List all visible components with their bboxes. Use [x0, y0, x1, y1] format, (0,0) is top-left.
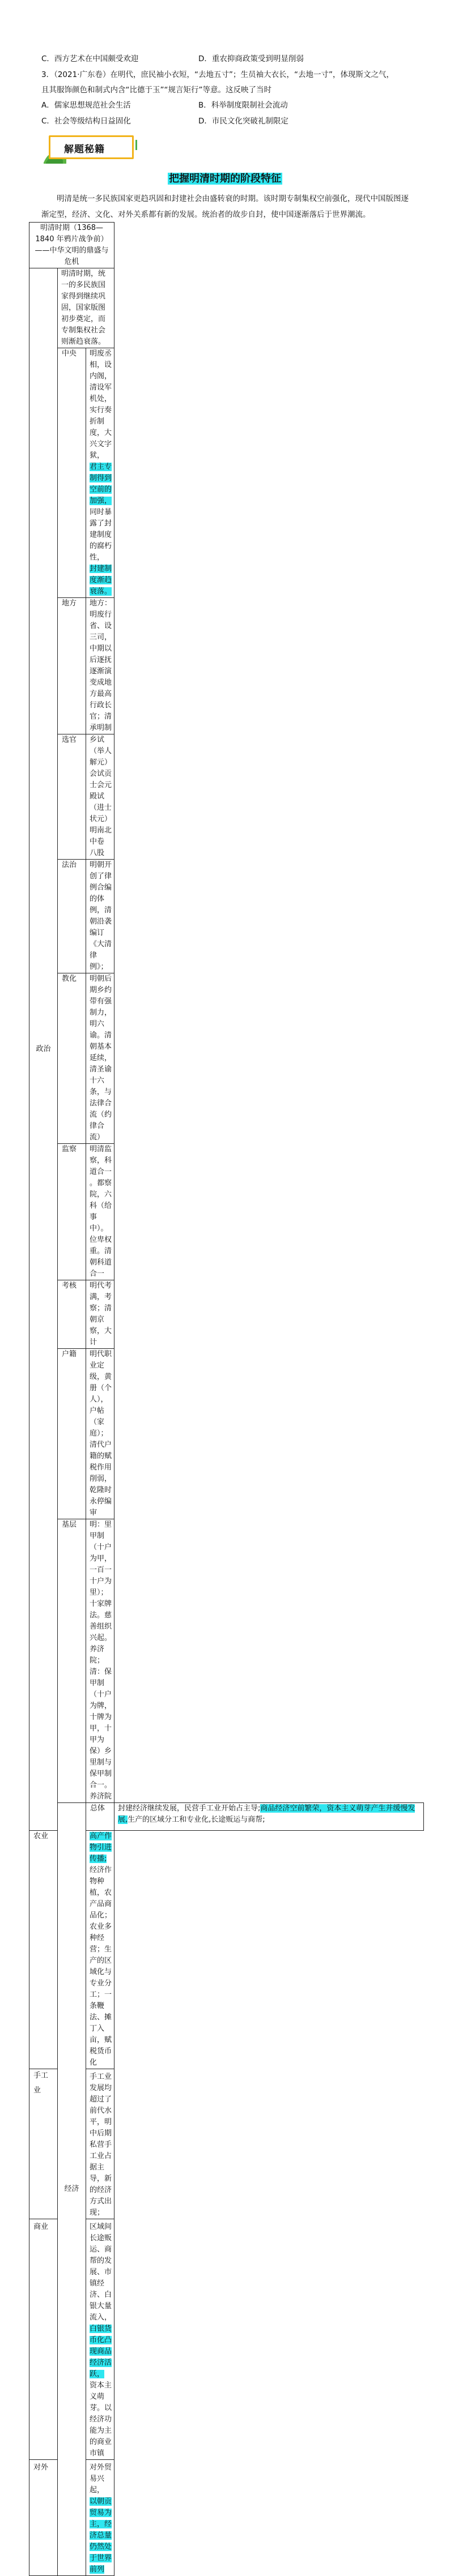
jiceng-ming: 明：里甲制（十户为甲，一百一十户为里）；十家牌法。慈善组织兴起。养济院；: [90, 1520, 112, 1665]
summary-table: [29, 222, 424, 2576]
row-label-shangye: 商业: [29, 2219, 58, 2460]
row-content-xuanguan: 乡试（举人 解元）会试贡士会元殿试（进士状元）明南北中卷 八股: [86, 734, 114, 860]
zongti-text-1: 封建经济继续发展，民营手工业开始占主导;: [118, 1804, 261, 1813]
row-content-huji: 明代职业定级，黄册（个人），户帖（家庭）；清代户籍的赋税作用削弱，乾隆时永停编审: [86, 1349, 114, 1519]
row-label-jiancha: 监察: [58, 1144, 86, 1280]
row-label-duiwai: 对外: [29, 2460, 58, 2576]
row-label-shougongye: [29, 2069, 58, 2219]
row-label-jiceng: 基层: [58, 1519, 86, 1803]
category-politics: 政治: [29, 268, 58, 1831]
row-label-kaohe: 考核: [58, 1280, 86, 1349]
row-content-zhongyang: [86, 348, 114, 598]
duiwai-text: 对外贸易兴起，: [90, 2463, 112, 2494]
category-economy: 经济: [58, 1803, 86, 2576]
intro-paragraph: 明清是统一多民族国家更趋巩固和封建社会由盛转衰的时期。该时期专制集权空前强化，现代中国版图逐渐定型，经济、文化、对外关系都有新的发展。统治者的故步自封，使中国逐渐落后于世界潮流。: [41, 194, 409, 219]
question-3-stem-line2: 且其服饰颜色和制式内含“比德于玉”“规言矩行”等意。这反映了当时: [41, 86, 271, 95]
jiceng-qing: 清：保甲制（十户为牌，十牌为甲，十甲为保）乡里制与保甲制合一。养济院: [90, 1668, 112, 1801]
row-content-jiancha: 明清监察，科道合一 。都察院，六科（给事中）。位卑权重。清朝科道合一: [86, 1144, 114, 1280]
row-label-xuanguan: 选官: [58, 734, 86, 860]
table-header: 明清时期（1368—1840 年鸦片战争前）——中华文明的鼎盛与危机: [29, 223, 114, 268]
duiwai-highlight: 以朝贡贸易为主，经济总量仍然处于世界前列: [90, 2497, 112, 2574]
row-label-nongye: 农业: [29, 1831, 58, 2069]
nongye-highlight: 高产作物引进传播;: [90, 1832, 112, 1863]
row-content-fazhi: 明朝开创了律例合编的体例，清朝沿袭编订《大清律例》；: [86, 860, 114, 973]
question-3-option-a: A．儒家思想规范社会生活: [41, 101, 131, 110]
question-3-option-d: D．市民文化突破礼制限定: [198, 117, 288, 126]
row-label-difang: 地方: [58, 598, 86, 734]
section-title-text: 把握明清时期的阶段特征: [169, 173, 281, 185]
section-title: [0, 170, 450, 185]
zongti-text-2: 生产的区域分工和专业化,长途贩运与商帮;: [128, 1815, 265, 1824]
row-label-zhongyang: 中央: [58, 348, 86, 598]
row-content-shangye: [86, 2219, 114, 2460]
nongye-text: 经济作物种植，农产品商品化；农业多种经营；生产的区域化与专业分工；一条鞭法、摊丁入亩，赋税货币化: [90, 1866, 112, 2067]
row-content-zongti: [114, 1803, 424, 1831]
option-c-prev: C．西方艺术在中国颇受欢迎: [41, 54, 139, 63]
row-content-shougongye: 手工业发展均超过了前代水平，明中后期私营手工业占据主导，新的经济方式出现；: [86, 2069, 114, 2219]
shangye-text-1: 区域间长途贩运、商帮的发展、市镇经济、白银大量流入，: [90, 2223, 112, 2322]
row-content-duiwai: [86, 2460, 114, 2576]
row-label-huji: 户籍: [58, 1349, 86, 1519]
row-content-jiceng: [86, 1519, 114, 1803]
row-content-jiaohua: 明朝后期乡约带有强制力，明六谕。清朝基本延续，清圣谕十六条，与法律合流（约律合流）: [86, 973, 114, 1144]
zhongyang-highlight-2: 封建制度渐趋衰落。: [90, 565, 112, 596]
zongti-highlight: 商品经济空前繁荣，资本主义萌芽产生并缓慢发展,: [118, 1804, 415, 1824]
row-content-nongye: [86, 1831, 114, 2069]
tips-banner: [44, 134, 139, 163]
shougongye-label-line2: 业: [33, 2086, 41, 2095]
question-3-option-c: C．社会等级结构日益固化: [41, 117, 131, 126]
row-content-kaohe: 明代考满，考察；清朝京察，大计: [86, 1280, 114, 1349]
question-3-option-b: B．科举制度限制社会流动: [198, 101, 288, 110]
row-label-jiaohua: 教化: [58, 973, 86, 1144]
option-d-prev: D．重农抑商政策受到明显削弱: [198, 54, 304, 63]
zhongyang-text-1: 明废丞相，设内阁，清设军机处，实行奏折制度，大兴文字狱，: [90, 349, 112, 460]
shougongye-label-line1: 手工: [33, 2071, 49, 2080]
row-label-fazhi: 法治: [58, 860, 86, 973]
zhongyang-highlight-1: 君主专制得到空前的加强，: [90, 463, 112, 505]
zhongyang-text-2: 同时暴露了封建制度的腐朽性，: [90, 508, 112, 562]
banner-title: 解题秘籍: [64, 144, 105, 155]
shangye-highlight: 白银货币化凸现商品经济活跃，: [90, 2325, 112, 2378]
row-label-zongti: 总体: [86, 1803, 114, 1831]
politics-summary: 明清时期，统一的多民族国家得到继续巩固，国家版图初步奠定，而专制集权社会则渐趋衰落。: [58, 268, 114, 348]
shangye-text-2: 资本主义萌芽。以经济功能为主的商业市镇: [90, 2381, 112, 2458]
row-content-difang: 地方：明废行省、设三司，中期以后逐抚逐渐演变成地方最高行政长官；清承明制: [86, 598, 114, 734]
question-3-stem-line1: 3．（2021·广东卷）在明代，庶民袖小衣短，“去地五寸”；生员袖大衣长，“去地一寸”，体现斯文之气，: [41, 70, 394, 79]
banner-accent-bar: [135, 140, 137, 150]
